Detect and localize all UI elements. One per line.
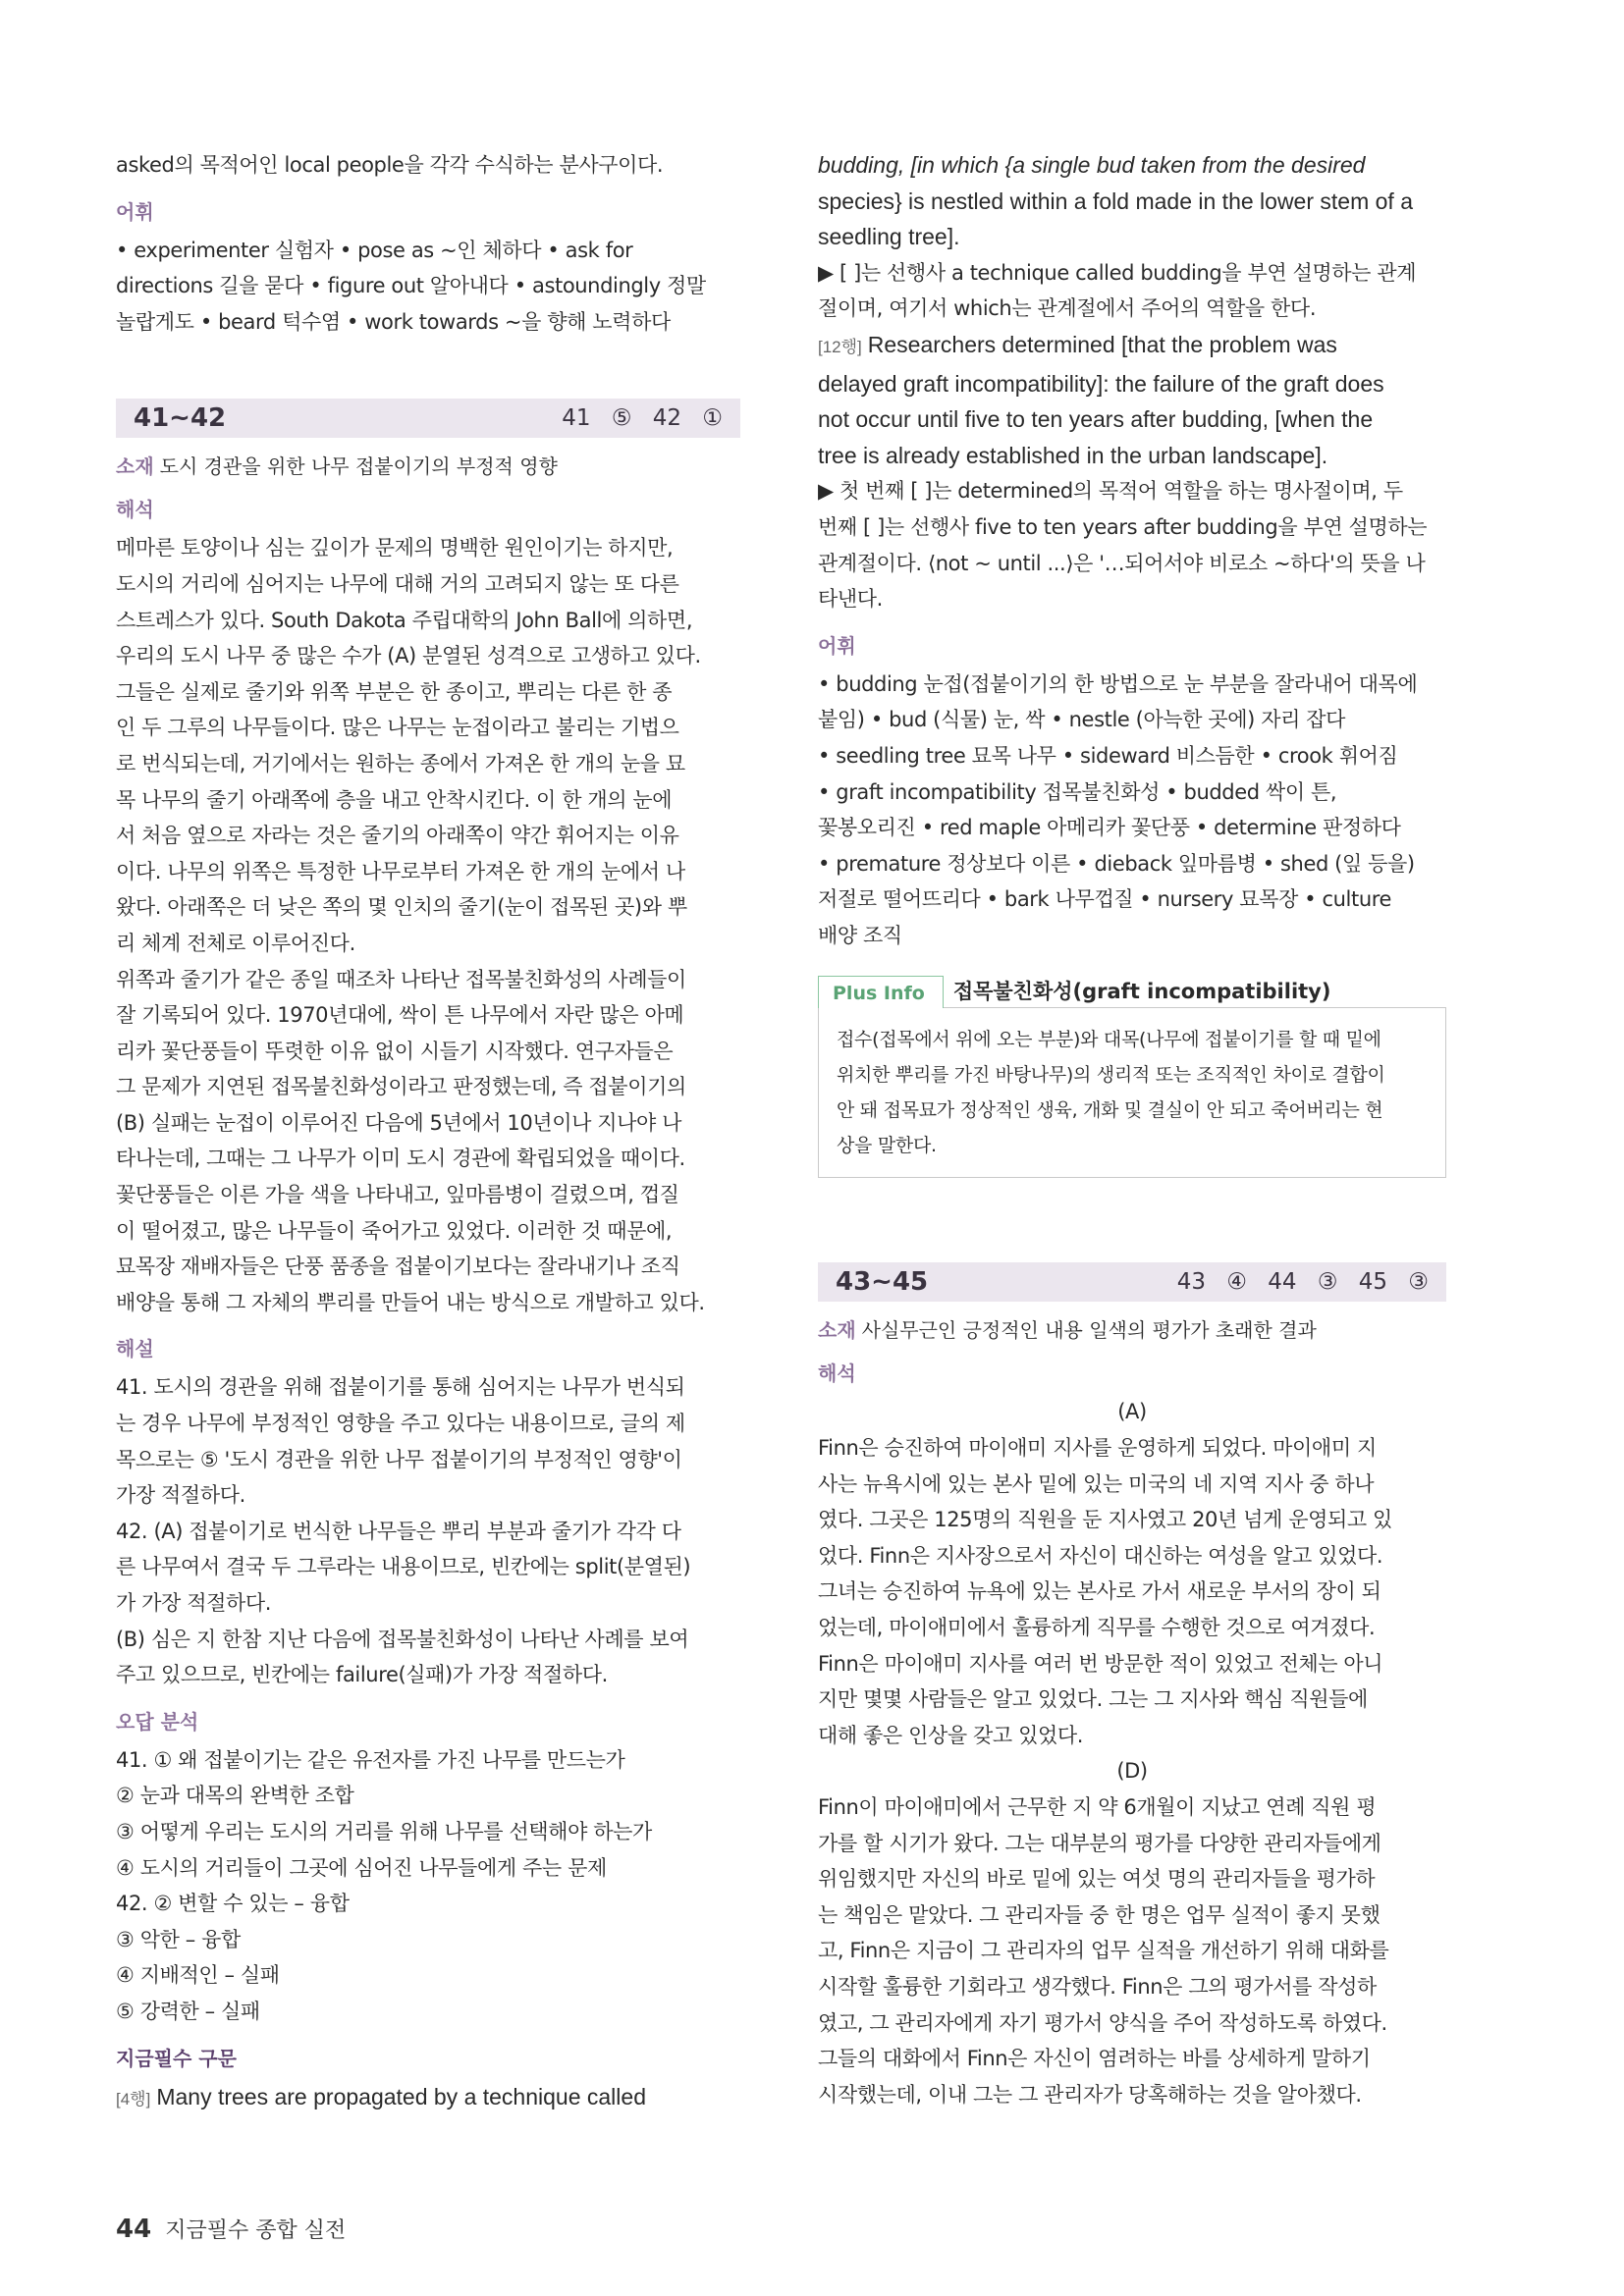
- syntax-text: Researchers determined [that the problem was: [867, 331, 1337, 357]
- plus-info-title: 접목불친화성(graft incompatibility): [952, 980, 1331, 1004]
- left-column: [116, 147, 740, 2117]
- text-line: 리 체계 전체로 이루어진다.: [116, 931, 355, 955]
- part-heading-a: (A): [1117, 1400, 1147, 1424]
- note-line: 관계절이다. ⟨not ~ until ...⟩은 '…되어서야 비로소 ~하다'의 뜻을 나: [818, 551, 1426, 575]
- part-heading-d: (D): [1116, 1759, 1148, 1784]
- text-line: ④ 도시의 거리들이 그곳에 심어진 나무들에게 주는 문제: [116, 1855, 607, 1880]
- text-line: 그 문제가 지연된 접목불친화성이라고 판정했는데, 즉 접붙이기의: [116, 1075, 686, 1099]
- translation-label: 해석: [818, 1362, 856, 1386]
- syntax-line: delayed graft incompatibility]: the failure of the graft does: [818, 370, 1384, 397]
- plus-line: 위치한 뿌리를 가진 바탕나무)의 생리적 또는 조직적인 차이로 결합이: [837, 1064, 1385, 1087]
- line-ref: [12행]: [818, 337, 862, 356]
- intro-line: asked의 목적어인 local people을 각각 수식하는 분사구이다.: [116, 153, 664, 177]
- note-line: 절이며, 여기서 which는 관계절에서 주어의 역할을 한다.: [818, 296, 1317, 321]
- wrong-answer-label: 오답 분석: [116, 1709, 199, 1734]
- topic-tag: 소재: [818, 1318, 856, 1343]
- vocab-label: 어휘: [818, 633, 856, 658]
- text-line: 대해 좋은 인상을 갖고 있었다.: [818, 1723, 1084, 1747]
- plus-line: 접수(접목에서 위에 오는 부분)와 대목(나무에 접붙이기를 할 때 밑에: [837, 1029, 1381, 1051]
- section-header-41-42: [116, 399, 740, 438]
- book-title: 지금필수 종합 실전: [165, 2218, 347, 2243]
- vocab-line: • experimenter 실험자 • pose as ~인 체하다 • ask for: [116, 238, 633, 262]
- explanation-label: 해설: [116, 1337, 154, 1362]
- text-line: Finn이 마이애미에서 근무한 지 약 6개월이 지났고 연례 직원 평: [818, 1795, 1377, 1819]
- translation-body: [116, 530, 740, 1320]
- plus-info-box: [818, 1007, 1446, 1178]
- explanation-body: [116, 1369, 740, 1692]
- vocab-label: 어휘: [116, 199, 154, 224]
- syntax-continued: [818, 147, 1446, 255]
- topic-text: 도시 경관을 위한 나무 접붙이기의 부정적 영향: [159, 454, 558, 479]
- vocab-list: [116, 233, 740, 341]
- line-ref: [4행]: [116, 2089, 151, 2109]
- text-line: 시작했는데, 이내 그는 그 관리자가 당혹해하는 것을 알아챘다.: [818, 2082, 1362, 2107]
- section-header-43-45: [818, 1262, 1446, 1302]
- plus-info: [818, 975, 1446, 1178]
- text-line: 목으로는 ⑤ '도시 경관을 위한 나무 접붙이기의 부정적인 영향'이: [116, 1447, 682, 1471]
- text-line: 그녀는 승진하여 뉴욕에 있는 본사로 가서 새로운 부서의 장이 되: [818, 1579, 1381, 1604]
- page-number: 44: [116, 2215, 152, 2244]
- syntax-text: Many trees are propagated by a technique called: [156, 2083, 646, 2109]
- text-line: (B) 실패는 눈접이 이루어진 다음에 5년에서 10년이나 지나야 나: [116, 1110, 682, 1135]
- text-line: 타나는데, 그때는 그 나무가 이미 도시 경관에 확립되었을 때이다.: [116, 1147, 685, 1171]
- plus-info-tab: Plus Info: [818, 976, 944, 1008]
- note-line: 번째 [ ]는 선행사 five to ten years after budding을 부연 설명하는: [818, 514, 1428, 539]
- text-line: 그들의 대화에서 Finn은 자신이 염려하는 바를 상세하게 말하기: [818, 2047, 1371, 2071]
- text-line: 는 경우 나무에 부정적인 영향을 주고 있다는 내용이므로, 글의 제: [116, 1412, 685, 1436]
- wrong-answer-body: [116, 1742, 740, 2030]
- text-line: 가 가장 적절하다.: [116, 1591, 272, 1615]
- section-number: 41~42: [134, 403, 227, 434]
- text-line: 주고 있으므로, 빈칸에는 failure(실패)가 가장 적절하다.: [116, 1663, 608, 1687]
- text-line: 목 나무의 줄기 아래쪽에 층을 내고 안착시킨다. 이 한 개의 눈에: [116, 787, 673, 812]
- plus-line: 안 돼 접목묘가 정상적인 생육, 개화 및 결실이 안 되고 죽어버리는 현: [837, 1099, 1383, 1122]
- syntax-line: [818, 327, 1446, 366]
- topic-tag: 소재: [116, 454, 154, 479]
- text-line: 었다. Finn은 지사장으로서 자신이 대신하는 여성을 알고 있었다.: [818, 1543, 1383, 1568]
- text-line: 었는데, 마이애미에서 훌륭하게 직무를 수행한 것으로 여겨졌다.: [818, 1616, 1376, 1640]
- text-line: 도시의 거리에 심어지는 나무에 대해 거의 고려되지 않는 또 다른: [116, 571, 679, 596]
- section-number: 43~45: [836, 1267, 929, 1298]
- text-line: 41. ① 왜 접붙이기는 같은 유전자를 가진 나무를 만드는가: [116, 1747, 625, 1772]
- topic-text: 사실무근인 긍정적인 내용 일색의 평가가 초래한 결과: [861, 1318, 1317, 1343]
- vocab-line: 배양 조직: [818, 923, 902, 947]
- note-line: 타낸다.: [818, 587, 883, 612]
- text-line: 인 두 그루의 나무들이다. 많은 나무는 눈접이라고 불리는 기법으: [116, 716, 679, 740]
- text-line: 가를 할 시기가 왔다. 그는 대부분의 평가를 다양한 관리자들에게: [818, 1831, 1381, 1855]
- text-line: (B) 심은 지 한참 지난 다음에 접목불친화성이 나타난 사례를 보여: [116, 1627, 689, 1651]
- vocab-line: 꽃봉오리진 • red maple 아메리카 꽃단풍 • determine 판정하다: [818, 816, 1401, 840]
- text-line: 그들은 실제로 줄기와 위쪽 부분은 한 종이고, 뿌리는 다른 한 종: [116, 679, 673, 704]
- text-line: Finn은 마이애미 지사를 여러 번 방문한 적이 있었고 전체는 아니: [818, 1651, 1383, 1676]
- text-line: ③ 어떻게 우리는 도시의 거리를 위해 나무를 선택해야 하는가: [116, 1819, 652, 1843]
- section-topic: [116, 452, 740, 481]
- text-line: 가장 적절하다.: [116, 1483, 245, 1508]
- syntax-note-2: [818, 473, 1446, 616]
- plus-line: 상을 말한다.: [837, 1135, 937, 1157]
- vocab-list: [818, 667, 1446, 954]
- text-line: 이 떨어졌고, 많은 나무들이 죽어가고 있었다. 이러한 것 때문에,: [116, 1218, 673, 1243]
- part-a-body: [818, 1430, 1446, 1753]
- text-line: 위임했지만 자신의 바로 밑에 있는 여섯 명의 관리자들을 평가하: [818, 1867, 1376, 1892]
- section-topic: [818, 1315, 1446, 1345]
- section-answers: 43 ④ 44 ③ 45 ③: [1176, 1269, 1429, 1296]
- right-column: [818, 147, 1446, 2112]
- text-line: 른 나무여서 결국 두 그루라는 내용이므로, 빈칸에는 split(분열된): [116, 1555, 691, 1579]
- note-line: ▶ 첫 번째 [ ]는 determined의 목적어 역할을 하는 명사절이며, 두: [818, 479, 1403, 504]
- text-line: 묘목장 재배자들은 단풍 품종을 접붙이기보다는 잘라내기나 조직: [116, 1255, 680, 1279]
- vocab-line: • budding 눈접(접붙이기의 한 방법으로 눈 부분을 잘라내어 대목에: [818, 671, 1418, 696]
- text-line: 사는 뉴욕시에 있는 본사 밑에 있는 미국의 네 지역 지사 중 하나: [818, 1471, 1375, 1496]
- section-answers: 41 ⑤ 42 ①: [562, 405, 723, 432]
- text-line: 배양을 통해 그 자체의 뿌리를 만들어 내는 방식으로 개발하고 있다.: [116, 1290, 705, 1314]
- vocab-line: 놀랍게도 • beard 턱수염 • work towards ~을 향해 노력하다: [116, 309, 671, 334]
- text-line: 스트레스가 있다. South Dakota 주립대학의 John Ball에 의하면,: [116, 608, 693, 632]
- text-line: 고, Finn은 지금이 그 관리자의 업무 실적을 개선하기 위해 대화를: [818, 1939, 1389, 1963]
- syntax-line: seedling tree].: [818, 224, 960, 250]
- text-line: 42. ② 변할 수 있는 – 융합: [116, 1892, 350, 1916]
- text-line: 42. (A) 접붙이기로 번식한 나무들은 뿌리 부분과 줄기가 각각 다: [116, 1519, 681, 1543]
- vocab-line: • premature 정상보다 이른 • dieback 잎마름병 • shed (잎 등을): [818, 851, 1415, 876]
- text-line: 위쪽과 줄기가 같은 종일 때조차 나타난 접목불친화성의 사례들이: [116, 967, 686, 991]
- text-line: 잘 기록되어 있다. 1970년대에, 싹이 튼 나무에서 자란 많은 아메: [116, 1003, 684, 1028]
- text-line: ④ 지배적인 – 실패: [116, 1963, 280, 1988]
- vocab-line: 저절로 떨어뜨리다 • bark 나무껍질 • nursery 묘목장 • culture: [818, 887, 1392, 912]
- text-line: 시작할 훌륭한 기회라고 생각했다. Finn은 그의 평가서를 작성하: [818, 1974, 1377, 1999]
- syntax-2: [818, 327, 1446, 473]
- syntax-line: species} is nestled within a fold made in the lower stem of a: [818, 187, 1413, 214]
- text-line: 리카 꽃단풍들이 뚜렷한 이유 없이 시들기 시작했다. 연구자들은: [116, 1039, 674, 1063]
- text-line: 꽃단풍들은 이른 가을 색을 나타내고, 잎마름병이 걸렸으며, 껍질: [116, 1183, 679, 1207]
- text-line: 서 처음 옆으로 자라는 것은 줄기의 아래쪽이 약간 휘어지는 이유: [116, 824, 679, 848]
- vocab-line: • graft incompatibility 접목불친화성 • budded 싹이 튼,: [818, 779, 1337, 804]
- text-line: 우리의 도시 나무 중 많은 수가 (A) 분열된 성격으로 고생하고 있다.: [116, 644, 701, 668]
- text-line: 메마른 토양이나 심는 깊이가 문제의 명백한 원인이기는 하지만,: [116, 536, 674, 561]
- text-line: 로 번식되는데, 거기에서는 원하는 종에서 가져온 한 개의 눈을 묘: [116, 751, 685, 775]
- text-line: 였고, 그 관리자에게 자기 평가서 양식을 주어 작성하도록 하였다.: [818, 2010, 1387, 2035]
- syntax-note-1: [818, 255, 1446, 327]
- text-line: 는 책임은 맡았다. 그 관리자들 중 한 명은 업무 실적이 좋지 못했: [818, 1902, 1380, 1927]
- syntax-line: budding, [in which {a single bud taken from the desired: [818, 152, 1366, 178]
- text-line: 지만 몇몇 사람들은 알고 있었다. 그는 그 지사와 핵심 직원들에: [818, 1687, 1368, 1712]
- text-line: ② 눈과 대목의 완벽한 조합: [116, 1784, 354, 1808]
- text-line: Finn은 승진하여 마이애미 지사를 운영하게 되었다. 마이애미 지: [818, 1436, 1377, 1461]
- text-line: 였다. 그곳은 125명의 직원을 둔 지사였고 20년 넘게 운영되고 있: [818, 1508, 1392, 1532]
- translation-label: 해석: [116, 498, 154, 522]
- text-line: 이다. 나무의 위쪽은 특정한 나무로부터 가져온 한 개의 눈에서 나: [116, 859, 685, 883]
- syntax-line: tree is already established in the urban landscape].: [818, 442, 1328, 468]
- syntax-label: 지금필수 구문: [116, 2046, 237, 2070]
- text-line: 41. 도시의 경관을 위해 접붙이기를 통해 심어지는 나무가 번식되: [116, 1375, 685, 1400]
- page-footer: [116, 2214, 346, 2244]
- note-line: ▶ [ ]는 선행사 a technique called budding을 부연 설명하는 관계: [818, 260, 1417, 285]
- part-d-body: [818, 1789, 1446, 2112]
- text-line: 왔다. 아래쪽은 더 낮은 쪽의 몇 인치의 줄기(눈이 접목된 곳)와 뿌: [116, 895, 687, 920]
- syntax-line: not occur until five to ten years after budding, [when the: [818, 406, 1374, 433]
- vocab-line: directions 길을 묻다 • figure out 알아내다 • astoundingly 정말: [116, 274, 706, 298]
- vocab-line: 붙임) • bud (식물) 눈, 싹 • nestle (아늑한 곳에) 자리 잡다: [818, 708, 1346, 732]
- syntax-line: [116, 2079, 740, 2118]
- text-line: ③ 악한 – 융합: [116, 1927, 241, 1951]
- text-line: ⑤ 강력한 – 실패: [116, 1999, 260, 2023]
- vocab-line: • seedling tree 묘목 나무 • sideward 비스듬한 • crook 휘어짐: [818, 743, 1398, 768]
